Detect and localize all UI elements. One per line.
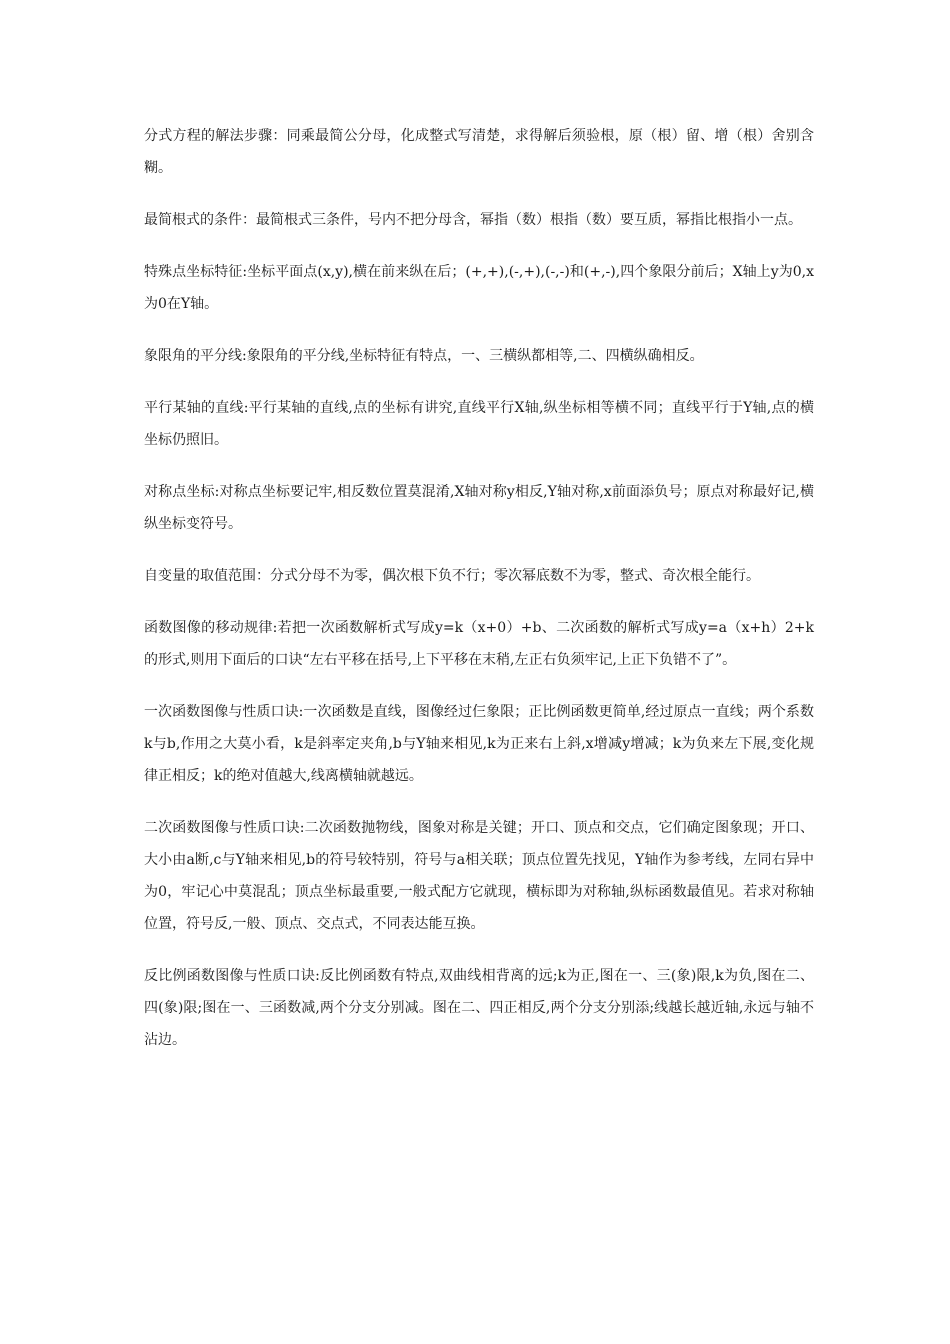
paragraph-variable-domain: 自变量的取值范围：分式分母不为零，偶次根下负不行；零次幂底数不为零，整式、奇次根全能行。 [144,568,760,584]
paragraph-graph-translation-rule: 函数图像的移动规律:若把一次函数解析式写成y=k（x+0）+b、二次函数的解析式写成y=a（x+h）2+k的形式,则用下面后的口诀“左右平移在括号,上下平移在末稍,左正右负须牢记,上正下负错不了”。 [144,620,814,668]
paragraph-inverse-proportion-mnemonic: 反比例函数图像与性质口诀:反比例函数有特点,双曲线相背离的远;k为正,图在一、三(象)限,k为负,图在二、四(象)限;图在一、三函数减,两个分支分别减。图在二、四正相反,两个分支分别添;线越长越近轴,永远与轴不沾边。 [144,968,814,1048]
paragraph-axis-parallel-line: 平行某轴的直线:平行某轴的直线,点的坐标有讲究,直线平行X轴,纵坐标相等横不同；直线平行于Y轴,点的横坐标仍照旧。 [144,400,814,448]
paragraph-symmetric-point-coordinates: 对称点坐标:对称点坐标要记牢,相反数位置莫混淆,X轴对称y相反,Y轴对称,x前面添负号；原点对称最好记,横纵坐标变符号。 [144,484,814,532]
paragraph-special-point-coordinates: 特殊点坐标特征:坐标平面点(x,y),横在前来纵在后；(+,+),(-,+),(-,-)和(+,-),四个象限分前后；X轴上y为0,x为0在Y轴。 [144,264,814,312]
paragraph-fractional-equation-steps: 分式方程的解法步骤：同乘最简公分母，化成整式写清楚，求得解后须验根，原（根）留、增（根）舍别含糊。 [144,128,814,176]
paragraph-simplest-radical-conditions: 最简根式的条件：最简根式三条件，号内不把分母含，幂指（数）根指（数）要互质，幂指比根指小一点。 [144,212,802,228]
paragraph-linear-function-mnemonic: 一次函数图像与性质口诀:一次函数是直线，图像经过仨象限；正比例函数更简单,经过原点一直线；两个系数k与b,作用之大莫小看，k是斜率定夹角,b与Y轴来相见,k为正来右上斜,x增减y增减；k为负来左下展,变化规律正相反；k的绝对值越大,线离横轴就越远。 [144,704,814,784]
document-body [144,120,814,1076]
paragraph-quadrant-bisector: 象限角的平分线:象限角的平分线,坐标特征有特点，一、三横纵都相等,二、四横纵确相反。 [144,348,704,364]
paragraph-quadratic-function-mnemonic: 二次函数图像与性质口诀:二次函数抛物线，图象对称是关键；开口、顶点和交点，它们确定图象现；开口、大小由a断,c与Y轴来相见,b的符号较特别，符号与a相关联；顶点位置先找见，Y轴作为参考线，左同右异中为0，牢记心中莫混乱；顶点坐标最重要,一般式配方它就现，横标即为对称轴,纵标函数最值见。若求对称轴位置，符号反,一般、顶点、交点式，不同表达能互换。 [144,820,814,932]
